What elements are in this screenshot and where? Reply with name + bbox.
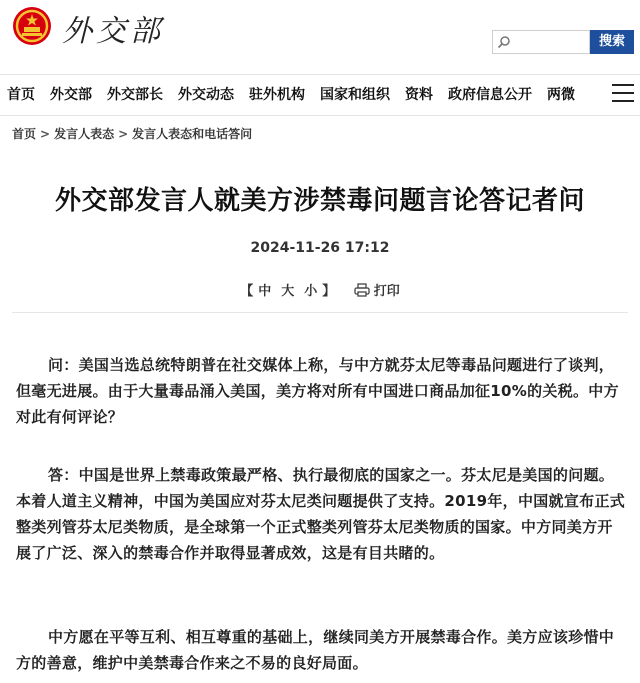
breadcrumb-separator: > [118, 127, 129, 141]
font-size-large[interactable]: 大 [281, 284, 295, 299]
search-field[interactable] [492, 30, 590, 54]
font-size-bar [0, 280, 640, 299]
nav-items [0, 75, 606, 115]
font-bar-open-bracket: 【 [240, 284, 254, 299]
breadcrumb-home[interactable]: 首页 [12, 127, 37, 141]
nav-item-missions[interactable]: 驻外机构 [249, 87, 305, 103]
breadcrumb [12, 125, 252, 142]
nav-item-social[interactable]: 两微 [547, 87, 575, 103]
printer-icon[interactable] [354, 283, 370, 297]
content-divider [12, 312, 628, 313]
article-date: 2024-11-26 17:12 [250, 240, 390, 256]
search-icon [497, 35, 511, 49]
article-paragraph-closing: 中方愿在平等互利、相互尊重的基础上，继续同美方开展禁毒合作。美方应该珍惜中方的善意，维护中美禁毒合作来之不易的良好局面。 [16, 628, 615, 672]
breadcrumb-separator: > [40, 127, 51, 141]
nav-item-resources[interactable]: 资料 [405, 87, 433, 103]
font-size-medium[interactable]: 中 [258, 284, 272, 299]
national-emblem-icon[interactable] [12, 6, 52, 46]
nav-item-news[interactable]: 外交动态 [178, 87, 234, 103]
nav-item-ministry[interactable]: 外交部 [50, 87, 92, 103]
nav-item-gov-info[interactable]: 政府信息公开 [448, 87, 532, 103]
article-title: 外交部发言人就美方涉禁毒问题言论答记者问 [54, 186, 585, 216]
breadcrumb-current[interactable]: 发言人表态和电话答问 [132, 127, 253, 141]
nav-item-minister[interactable]: 外交部长 [107, 87, 163, 103]
nav-item-countries[interactable]: 国家和组织 [320, 87, 390, 103]
menu-icon[interactable] [612, 84, 636, 104]
nav-item-home[interactable]: 首页 [7, 87, 35, 103]
font-size-small[interactable]: 小 [304, 284, 318, 299]
article-paragraph-question: 问：美国当选总统特朗普在社交媒体上称，与中方就芬太尼等毒品问题进行了谈判，但毫无进展。由于大量毒品涌入美国，美方将对所有中国进口商品加征10%的关税。中方对此有何评论？ [16, 356, 619, 426]
font-bar-close-bracket: 】 [322, 284, 336, 299]
article-paragraph-answer: 答：中国是世界上禁毒政策最严格、执行最彻底的国家之一。芬太尼是美国的问题。本着人道主义精神，中国为美国应对芬太尼类问题提供了支持。2019年，中国就宣布正式整类列管芬太尼类物质，是全球第一个正式整类列管芬太尼类物质的国家。中方同美方开展了广泛、深入的禁毒合作并取得显著成效，这是有目共睹的。 [16, 466, 626, 562]
site-header [0, 0, 640, 72]
main-navigation [0, 74, 640, 116]
print-link[interactable]: 打印 [373, 284, 400, 299]
search-button[interactable]: 搜索 [590, 30, 634, 54]
breadcrumb-spokesperson[interactable]: 发言人表态 [54, 127, 115, 141]
site-logo-text[interactable]: 外交部 [62, 14, 164, 49]
